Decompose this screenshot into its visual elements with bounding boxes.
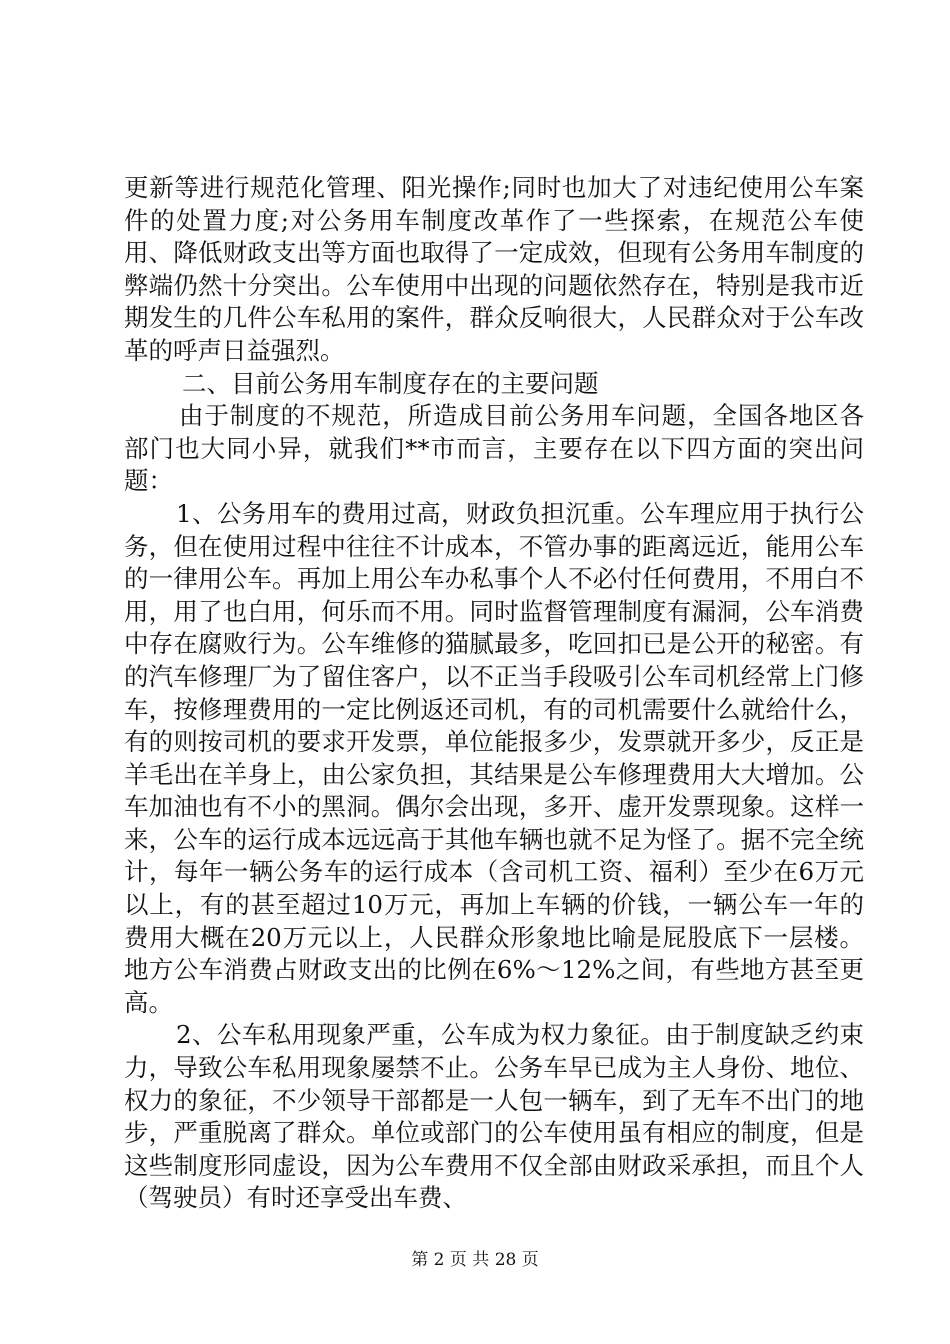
paragraph-continuation: 更新等进行规范化管理、阳光操作;同时也加大了对违纪使用公车案件的处置力度;对公务用车制度改革作了一些探索，在规范公车使用、降低财政支出等方面也取得了一定成效，但现有公务用车制度的弊端仍然十分突出。公车使用中出现的问题依然存在，特别是我市近期发生的几件公车私用的案件，群众反响很大，人民群众对于公车改革的呼声日益强烈。 (124, 173, 864, 365)
paragraph-item-1: 1、公务用车的费用过高，财政负担沉重。公车理应用于执行公务，但在使用过程中往往不计成本，不管办事的距离远近，能用公车的一律用公车。再加上用公车办私事个人不必付任何费用，不用白不用，用了也白用，何乐而不用。同时监督管理制度有漏洞，公车消费中存在腐败行为。公车维修的猫腻最多，吃回扣已是公开的秘密。有的汽车修理厂为了留住客户，以不正当手段吸引公车司机经常上门修车，按修理费用的一定比例返还司机，有的司机需要什么就给什么，有的则按司机的要求开发票，单位能报多少，发票就开多少，反正是羊毛出在羊身上，由公家负担，其结果是公车修理费用大大增加。公车加油也有不小的黑洞。偶尔会出现，多开、虚开发票现象。这样一来，公车的运行成本远远高于其他车辆也就不足为怪了。据不完全统计，每年一辆公务车的运行成本（含司机工资、福利）至少在6万元以上，有的甚至超过10万元，再加上车辆的价钱，一辆公车一年的费用大概在20万元以上，人民群众形象地比喻是屁股底下一层楼。地方公车消费占财政支出的比例在6%～12%之间，有些地方甚至更高。 (124, 498, 864, 1017)
page-footer: 第 2 页 共 28 页 (411, 1250, 539, 1270)
paragraph-item-2: 2、公车私用现象严重，公车成为权力象征。由于制度缺乏约束力，导致公车私用现象屡禁不止。公务车早已成为主人身份、地位、权力的象征，不少领导干部都是一人包一辆车，到了无车不出门的地步，严重脱离了群众。单位或部门的公车使用虽有相应的制度，但是这些制度形同虚设，因为公车费用不仅全部由财政采承担，而且个人（驾驶员）有时还享受出车费、 (124, 1020, 864, 1213)
section-heading: 二、目前公务用车制度存在的主要问题 (182, 368, 599, 398)
document-body (124, 172, 864, 1215)
paragraph-intro: 由于制度的不规范，所造成目前公务用车问题，全国各地区各部门也大同小异，就我们**市而言，主要存在以下四方面的突出问题： (124, 401, 864, 496)
